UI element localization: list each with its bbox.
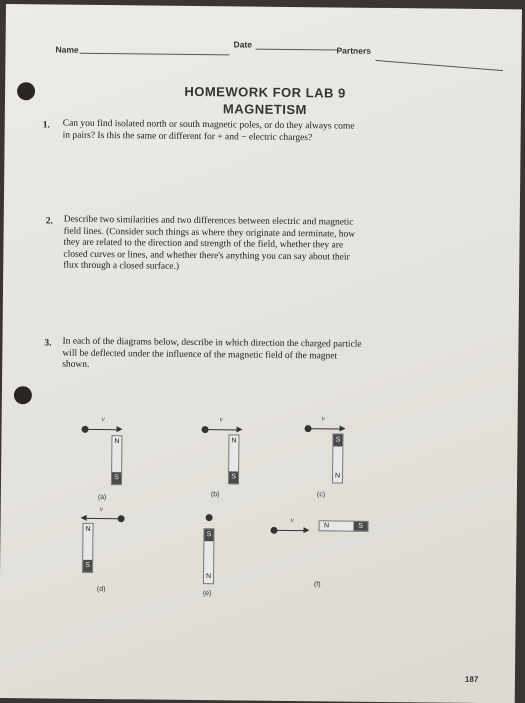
arrow-right-icon (237, 426, 243, 432)
south-pole: S (229, 471, 238, 483)
charged-particle (202, 426, 209, 433)
bar-magnet (82, 523, 94, 573)
south-pole: S (112, 472, 121, 484)
north-pole: N (205, 573, 212, 581)
partners-label: Partners (336, 45, 372, 56)
date-label: Date (233, 39, 253, 50)
question-3-line: shown. (62, 359, 90, 370)
bar-magnet (203, 528, 215, 584)
question-2-text (63, 215, 524, 277)
charged-particle (82, 426, 89, 433)
partners-line (375, 60, 503, 71)
name-line (79, 53, 229, 56)
date-line (256, 49, 338, 51)
question-1-line: in pairs? Is this the same or different for + and − electric charges? (62, 130, 313, 143)
diagram-label-f: (f) (313, 581, 321, 589)
question-3-line: will be deflected under the influence of the magnetic field of the magnet (62, 348, 338, 361)
north-pole: N (335, 472, 341, 480)
velocity-line (277, 530, 305, 531)
charged-particle (206, 514, 213, 521)
question-3-number: 3. (44, 338, 52, 349)
question-2-line: field lines. (Consider such things as where they originate and terminate, how (63, 226, 356, 240)
question-1-text (63, 119, 523, 147)
charged-particle (305, 425, 312, 432)
page-number: 187 (464, 674, 479, 684)
bar-magnet (111, 435, 123, 485)
arrow-right-icon (340, 426, 346, 432)
question-2-line: closed curves or lines, and whether there's anything you can say about their (63, 249, 350, 263)
arrow-right-icon (117, 426, 123, 432)
velocity-line (209, 429, 239, 430)
south-pole: S (83, 560, 92, 572)
question-2-line: Describe two similarities and two differences between electric and magnetic (63, 214, 354, 228)
bar-magnet (318, 520, 368, 532)
arrow-left-icon (81, 515, 87, 521)
south-pole: S (354, 522, 368, 531)
north-pole: N (231, 437, 237, 445)
charged-particle (118, 515, 125, 522)
velocity-label: v (290, 516, 294, 525)
diagram-label-c: (c) (316, 491, 326, 499)
worksheet-page (0, 4, 522, 703)
bar-magnet (228, 434, 240, 484)
velocity-line (87, 518, 118, 519)
question-2-line: they are related to the direction and strength of the field, whether they are (63, 237, 344, 251)
velocity-line (89, 429, 119, 430)
diagram-label-d: (d) (96, 585, 106, 594)
north-pole: N (323, 522, 330, 530)
diagram-label-e: (e) (202, 590, 212, 598)
north-pole: N (85, 525, 91, 533)
binder-hole (14, 386, 32, 404)
velocity-label: v (99, 505, 103, 514)
charged-particle (270, 527, 277, 534)
south-pole: S (204, 529, 213, 541)
question-2-number: 2. (45, 216, 53, 227)
south-pole: S (333, 434, 342, 446)
velocity-line (312, 428, 342, 429)
question-1-line: Can you find isolated north or south magnetic poles, or do they always come (62, 118, 355, 132)
name-label: Name (55, 44, 79, 55)
question-3-text (62, 337, 522, 376)
question-2-line: flux through a closed surface.) (63, 260, 180, 272)
question-3-line: In each of the diagrams below, describe in which direction the charged particle (62, 336, 362, 350)
velocity-label: v (321, 414, 325, 423)
diagram-label-a: (a) (97, 493, 107, 502)
bar-magnet (332, 433, 344, 483)
question-1-number: 1. (42, 120, 50, 131)
homework-title: HOMEWORK FOR LAB 9 (184, 83, 346, 101)
homework-subtitle: MAGNETISM (222, 101, 307, 118)
north-pole: N (114, 438, 120, 446)
arrow-right-icon (303, 527, 309, 533)
velocity-label: v (219, 415, 223, 424)
diagram-label-b: (b) (210, 491, 220, 499)
velocity-label: v (101, 415, 105, 424)
